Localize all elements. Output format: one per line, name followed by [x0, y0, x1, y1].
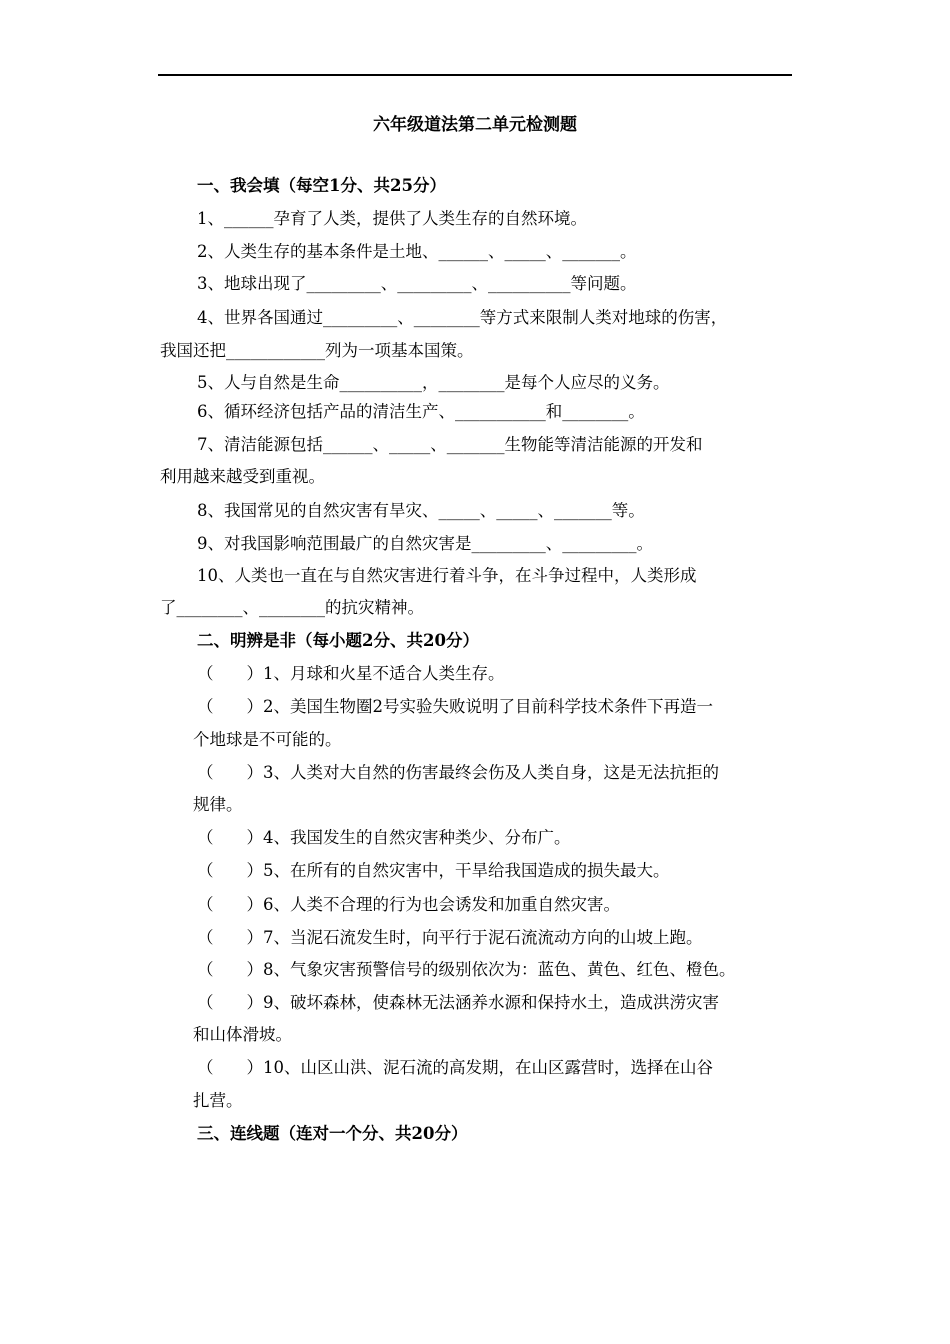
judge-item: （ ）5、在所有的自然灾害中，干旱给我国造成的损失最大。: [197, 861, 670, 880]
judge-item: （ ）3、人类对大自然的伤害最终会伤及人类自身，这是无法抗拒的: [197, 763, 719, 782]
judge-item: （ ）4、我国发生的自然灾害种类少、分布广。: [197, 828, 571, 847]
judge-item: （ ）8、气象灾害预警信号的级别依次为：蓝色、黄色、红色、橙色。: [197, 960, 736, 979]
judge-item: 和山体滑坡。: [193, 1025, 292, 1044]
header-rule: [158, 74, 792, 76]
question-line: 10、人类也一直在与自然灾害进行着斗争，在斗争过程中，人类形成: [197, 566, 697, 585]
question-line: 1、______孕育了人类，提供了人类生存的自然环境。: [197, 209, 587, 228]
question-line: 4、世界各国通过_________、________等方式来限制人类对地球的伤害，: [197, 308, 728, 327]
judge-item: 个地球是不可能的。: [193, 730, 342, 749]
question-line: 8、我国常见的自然灾害有旱灾、_____、_____、_______等。: [197, 501, 645, 520]
question-line: 9、对我国影响范围最广的自然灾害是_________、_________。: [197, 534, 653, 553]
judge-item: （ ）9、破坏森林，使森林无法涵养水源和保持水土，造成洪涝灾害: [197, 993, 719, 1012]
section-heading-match: 三、连线题（连对一个分、共20分）: [197, 1124, 468, 1143]
page-title: 六年级道法第二单元检测题: [373, 115, 577, 135]
judge-item: （ ）2、美国生物圈2号实验失败说明了目前科学技术条件下再造一: [197, 697, 713, 716]
judge-item: （ ）6、人类不合理的行为也会诱发和加重自然灾害。: [197, 895, 620, 914]
question-line: 我国还把____________列为一项基本国策。: [160, 341, 474, 360]
question-line: 5、人与自然是生命__________，________是每个人应尽的义务。: [197, 373, 670, 392]
question-line: 3、地球出现了_________、_________、__________等问题。: [197, 274, 637, 293]
question-line: 利用越来越受到重视。: [160, 467, 325, 486]
judge-item: （ ）1、月球和火星不适合人类生存。: [197, 664, 505, 683]
section-heading-fill: 一、我会填（每空1分、共25分）: [197, 176, 446, 195]
question-line: 2、人类生存的基本条件是土地、______、_____、_______。: [197, 242, 637, 261]
section-heading-judge: 二、明辨是非（每小题2分、共20分）: [197, 631, 479, 650]
judge-item: 规律。: [193, 795, 243, 814]
question-line: 7、清洁能源包括______、_____、_______生物能等清洁能源的开发和: [197, 435, 703, 454]
question-line: 6、循环经济包括产品的清洁生产、___________和________。: [197, 402, 645, 421]
judge-item: （ ）10、山区山洪、泥石流的高发期，在山区露营时，选择在山谷: [197, 1058, 713, 1077]
judge-item: （ ）7、当泥石流发生时，向平行于泥石流流动方向的山坡上跑。: [197, 928, 703, 947]
question-line: 了________、________的抗灾精神。: [160, 598, 424, 617]
judge-item: 扎营。: [193, 1091, 243, 1110]
